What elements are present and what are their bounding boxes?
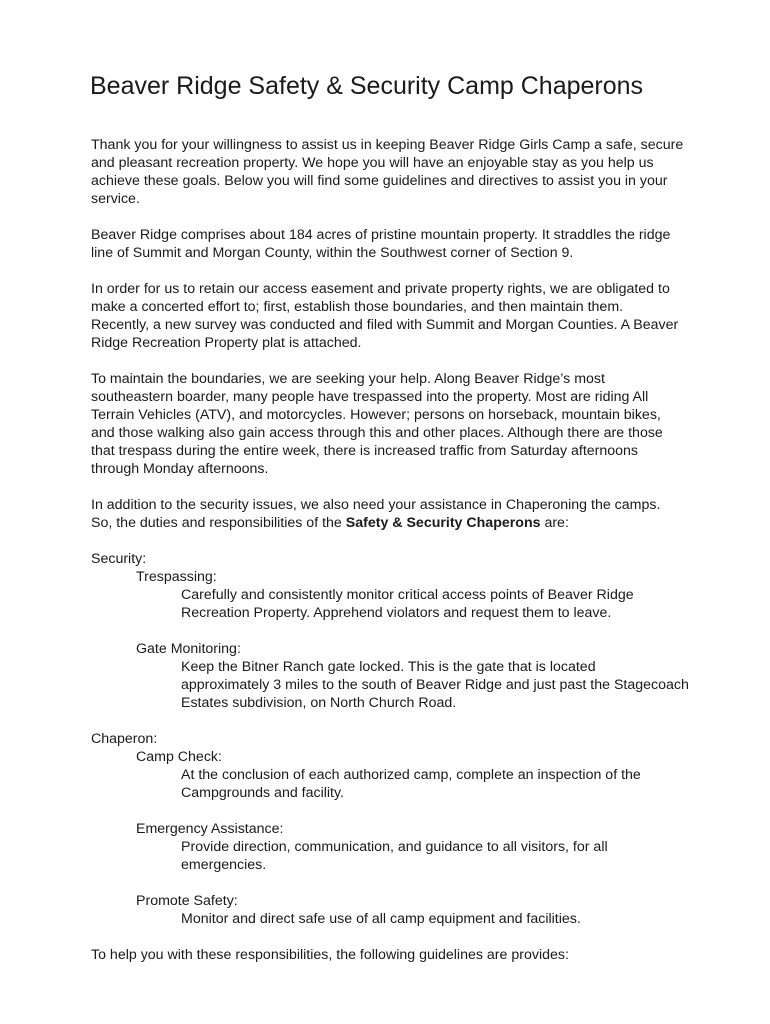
paragraph-property [91, 226, 741, 262]
text-line: approximately 3 miles to the south of Beaver Ridge and just past the Stagecoach [181, 677, 689, 693]
paragraph-duties-intro [91, 496, 741, 532]
text-line: Terrain Vehicles (ATV), and motorcycles. However; persons on horseback, mountain bikes, [91, 407, 661, 423]
duty-description [181, 910, 741, 928]
text-line: make a concerted effort to; first, establish those boundaries, and then maintain them. [91, 299, 624, 315]
text-line: To help you with these responsibilities, the following guidelines are provides: [91, 947, 569, 963]
paragraph-boundaries [91, 370, 741, 478]
document-body [91, 136, 741, 982]
section-heading-security: Security: [91, 551, 147, 567]
duty-title: Emergency Assistance: [136, 821, 284, 837]
text-line: achieve these goals. Below you will find some guidelines and directives to assist you in your [91, 173, 668, 189]
text-line: In addition to the security issues, we also need your assistance in Chaperoning the camps. [91, 497, 661, 513]
duty-promote-safety [136, 892, 741, 928]
text-line: and pleasant recreation property. We hope you will have an enjoyable stay as you help us [91, 155, 654, 171]
text-line: Estates subdivision, on North Church Road. [181, 695, 457, 711]
text-line: Ridge Recreation Property plat is attached. [91, 335, 362, 351]
text-run: So, the duties and responsibilities of the [91, 515, 346, 531]
text-line: and those walking also gain access through this and other places. Although there are those [91, 425, 663, 441]
duty-gate-monitoring [136, 640, 741, 712]
text-line: At the conclusion of each authorized camp, complete an inspection of the [181, 767, 641, 783]
text-run: are: [540, 515, 569, 531]
bold-role-name: Safety & Security Chaperons [345, 515, 541, 531]
section-heading-chaperon: Chaperon: [91, 731, 158, 747]
duty-title: Gate Monitoring: [136, 641, 241, 657]
text-line: through Monday afternoons. [91, 461, 269, 477]
text-line: Provide direction, communication, and guidance to all visitors, for all [181, 839, 608, 855]
text-line: Beaver Ridge comprises about 184 acres of pristine mountain property. It straddles the ridge [91, 227, 671, 243]
duty-title: Trespassing: [136, 569, 217, 585]
duty-title: Camp Check: [136, 749, 222, 765]
duty-description [181, 586, 741, 622]
paragraph-easement [91, 280, 741, 352]
text-line [91, 514, 741, 532]
text-line: Recently, a new survey was conducted and filed with Summit and Morgan Counties. A Beaver [91, 317, 679, 333]
section-security [91, 550, 741, 712]
paragraph-intro [91, 136, 741, 208]
text-line: Keep the Bitner Ranch gate locked. This is the gate that is located [181, 659, 596, 675]
text-line: Monitor and direct safe use of all camp equipment and facilities. [181, 911, 581, 927]
text-line: emergencies. [181, 857, 267, 873]
duty-description [181, 766, 741, 802]
duty-emergency-assistance [136, 820, 741, 874]
text-line: line of Summit and Morgan County, within the Southwest corner of Section 9. [91, 245, 574, 261]
text-line: service. [91, 191, 140, 207]
text-line: Thank you for your willingness to assist us in keeping Beaver Ridge Girls Camp a safe, secure [91, 137, 684, 153]
text-line: Campgrounds and facility. [181, 785, 344, 801]
duty-description [181, 658, 741, 712]
text-line: Carefully and consistently monitor critical access points of Beaver Ridge [181, 587, 634, 603]
duty-camp-check [136, 748, 741, 802]
paragraph-closing [91, 946, 741, 964]
text-line: To maintain the boundaries, we are seeking your help. Along Beaver Ridge’s most [91, 371, 605, 387]
text-line: Recreation Property. Apprehend violators and request them to leave. [181, 605, 612, 621]
section-chaperon [91, 730, 741, 928]
text-line: In order for us to retain our access easement and private property rights, we are obligated to [91, 281, 670, 297]
text-line: southeastern boarder, many people have trespassed into the property. Most are riding All [91, 389, 649, 405]
duty-title: Promote Safety: [136, 893, 238, 909]
duty-description [181, 838, 741, 874]
document-title: Beaver Ridge Safety & Security Camp Chaperons [90, 72, 644, 100]
text-line: that trespass during the entire week, there is increased traffic from Saturday afternoons [91, 443, 639, 459]
duty-trespassing [136, 568, 741, 622]
